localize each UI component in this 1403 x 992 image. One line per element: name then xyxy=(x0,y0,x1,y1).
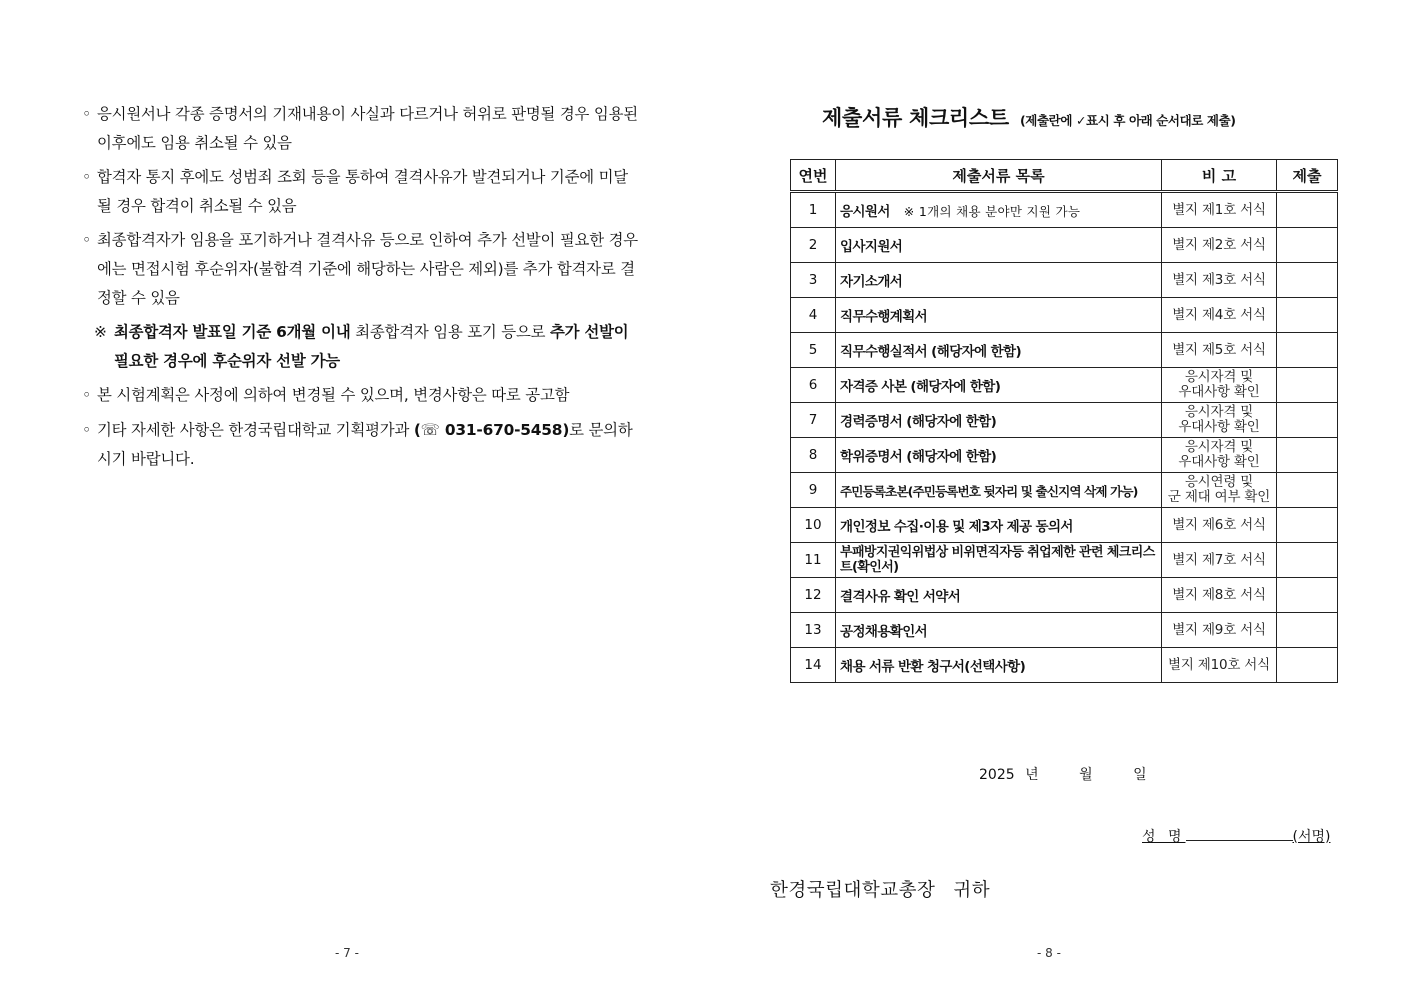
submit-checkbox-cell[interactable] xyxy=(1277,438,1338,473)
row-document: 자기소개서 xyxy=(836,263,1162,298)
row-document: 결격사유 확인 서약서 xyxy=(836,578,1162,613)
title-text: 제출서류 체크리스트 xyxy=(822,106,1009,130)
row-document: 주민등록초본(주민등록번호 뒷자리 및 출신지역 삭제 가능) xyxy=(836,473,1162,508)
note-text: 로 문의하시기 바랍니다. xyxy=(97,420,633,468)
note-item xyxy=(82,100,642,157)
row-no: 12 xyxy=(791,578,836,613)
header-document: 제출서류 목록 xyxy=(836,160,1162,192)
addressee-name: 한경국립대학교총장 xyxy=(770,880,936,901)
row-remark: 별지 제2호 서식 xyxy=(1162,228,1277,263)
row-document: 학위증명서 (해당자에 한함) xyxy=(836,438,1162,473)
row-no: 14 xyxy=(791,648,836,683)
notes-list xyxy=(82,100,642,479)
row-no: 3 xyxy=(791,263,836,298)
row-remark: 별지 제8호 서식 xyxy=(1162,578,1277,613)
table-row xyxy=(791,438,1338,473)
row-no: 8 xyxy=(791,438,836,473)
date-line xyxy=(979,764,1147,784)
row-remark: 별지 제4호 서식 xyxy=(1162,298,1277,333)
row-remark: 응시자격 및 우대사항 확인 xyxy=(1162,438,1277,473)
note-item xyxy=(82,416,642,473)
table-row xyxy=(791,228,1338,263)
submit-checkbox-cell[interactable] xyxy=(1277,298,1338,333)
header-no: 연번 xyxy=(791,160,836,192)
checklist-title xyxy=(822,102,1382,132)
page-number: - 8 - xyxy=(1037,946,1061,960)
row-remark: 별지 제7호 서식 xyxy=(1162,543,1277,578)
note-text: 기타 자세한 사항은 한경국립대학교 기획평가과 xyxy=(97,420,414,439)
row-document: 채용 서류 반환 청구서(선택사항) xyxy=(836,648,1162,683)
table-row xyxy=(791,613,1338,648)
table-row xyxy=(791,368,1338,403)
submit-checkbox-cell[interactable] xyxy=(1277,263,1338,298)
row-no: 2 xyxy=(791,228,836,263)
left-page xyxy=(0,0,701,992)
submit-checkbox-cell[interactable] xyxy=(1277,403,1338,438)
row-no: 5 xyxy=(791,333,836,368)
note-text: 최종합격자 임용 포기 등으로 xyxy=(350,323,550,342)
note-subitem xyxy=(82,318,642,375)
submit-checkbox-cell[interactable] xyxy=(1277,578,1338,613)
row-remark: 별지 제6호 서식 xyxy=(1162,508,1277,543)
document-note: ※ 1개의 채용 분야만 지원 가능 xyxy=(903,204,1081,219)
row-no: 9 xyxy=(791,473,836,508)
addressee-suffix: 귀하 xyxy=(953,880,991,901)
row-document: 직무수행계획서 xyxy=(836,298,1162,333)
row-remark: 별지 제10호 서식 xyxy=(1162,648,1277,683)
row-document: 개인정보 수집·이용 및 제3자 제공 동의서 xyxy=(836,508,1162,543)
signature-blank[interactable] xyxy=(1186,828,1293,841)
header-remark: 비 고 xyxy=(1162,160,1277,192)
submit-checkbox-cell[interactable] xyxy=(1277,333,1338,368)
note-text-bold: 최종합격자 발표일 기준 6개월 이내 xyxy=(114,323,351,342)
bullet-circle-icon: ◦ xyxy=(82,386,91,405)
row-remark: 별지 제5호 서식 xyxy=(1162,333,1277,368)
table-row xyxy=(791,578,1338,613)
row-no: 10 xyxy=(791,508,836,543)
row-document: 경력증명서 (해당자에 한함) xyxy=(836,403,1162,438)
row-document xyxy=(836,192,1162,228)
note-item xyxy=(82,381,642,410)
row-document: 입사지원서 xyxy=(836,228,1162,263)
submit-checkbox-cell[interactable] xyxy=(1277,648,1338,683)
row-no: 7 xyxy=(791,403,836,438)
bullet-circle-icon: ◦ xyxy=(82,105,91,123)
submit-checkbox-cell[interactable] xyxy=(1277,508,1338,543)
table-row xyxy=(791,648,1338,683)
signature-line xyxy=(1142,826,1338,846)
row-no: 1 xyxy=(791,192,836,228)
table-row xyxy=(791,333,1338,368)
title-note: (제출란에 ✓표시 후 아래 순서대로 제출) xyxy=(1019,113,1236,128)
note-item xyxy=(82,226,642,312)
row-document: 부패방지권익위법상 비위면직자등 취업제한 관련 체크리스트(확인서) xyxy=(836,543,1162,578)
submit-checkbox-cell[interactable] xyxy=(1277,473,1338,508)
signature-label: 성 명 xyxy=(1142,829,1186,845)
addressee xyxy=(770,876,990,902)
row-remark: 응시연령 및 군 제대 여부 확인 xyxy=(1162,473,1277,508)
row-no: 13 xyxy=(791,613,836,648)
submit-checkbox-cell[interactable] xyxy=(1277,228,1338,263)
table-row xyxy=(791,298,1338,333)
table-row xyxy=(791,543,1338,578)
date-month-label: 월 xyxy=(1079,767,1093,783)
note-text-bold: 추가 선발이 필요한 경우에 후순위자 선발 가능 xyxy=(114,323,629,370)
page-number: - 7 - xyxy=(335,946,359,960)
row-remark: 별지 제3호 서식 xyxy=(1162,263,1277,298)
table-row xyxy=(791,403,1338,438)
submit-checkbox-cell[interactable] xyxy=(1277,192,1338,228)
table-row xyxy=(791,473,1338,508)
phone-number: (☏ 031-670-5458) xyxy=(413,420,570,439)
bullet-circle-icon: ◦ xyxy=(82,231,91,250)
row-document: 직무수행실적서 (해당자에 한함) xyxy=(836,333,1162,368)
bullet-circle-icon: ◦ xyxy=(82,168,91,187)
note-text: 응시원서나 각종 증명서의 기재내용이 사실과 다르거나 허위로 판명될 경우 임용된 이후에도 임용 취소될 수 있음 xyxy=(97,105,638,152)
document-name: 응시원서 xyxy=(840,204,890,220)
table-header-row xyxy=(791,160,1338,192)
date-year: 2025 xyxy=(979,767,1015,783)
table-row xyxy=(791,508,1338,543)
checklist-table xyxy=(790,159,1338,683)
row-no: 6 xyxy=(791,368,836,403)
row-remark: 별지 제9호 서식 xyxy=(1162,613,1277,648)
row-remark: 응시자격 및 우대사항 확인 xyxy=(1162,403,1277,438)
header-submit: 제출 xyxy=(1277,160,1338,192)
note-text: 본 시험계획은 사정에 의하여 변경될 수 있으며, 변경사항은 따로 공고함 xyxy=(97,386,570,405)
note-item xyxy=(82,163,642,220)
bullet-circle-icon: ◦ xyxy=(82,420,91,439)
table-row xyxy=(791,192,1338,228)
submit-checkbox-cell[interactable] xyxy=(1277,613,1338,648)
date-day-label: 일 xyxy=(1133,767,1147,783)
note-text: 최종합격자가 임용을 포기하거나 결격사유 등으로 인하여 추가 선발이 필요한 경우에는 면접시험 후순위자(불합격 기준에 해당하는 사람은 제외)를 추가 합격자로 결정할 수 있음 xyxy=(97,231,638,307)
right-page xyxy=(701,0,1403,992)
row-no: 4 xyxy=(791,298,836,333)
date-year-label: 년 xyxy=(1025,767,1039,783)
row-remark: 별지 제1호 서식 xyxy=(1162,192,1277,228)
row-document: 공정채용확인서 xyxy=(836,613,1162,648)
table-row xyxy=(791,263,1338,298)
reference-mark-icon: ※ xyxy=(94,323,107,342)
submit-checkbox-cell[interactable] xyxy=(1277,368,1338,403)
note-text: 합격자 통지 후에도 성범죄 조회 등을 통하여 결격사유가 발견되거나 기준에 미달될 경우 합격이 취소될 수 있음 xyxy=(97,168,628,215)
row-remark: 응시자격 및 우대사항 확인 xyxy=(1162,368,1277,403)
submit-checkbox-cell[interactable] xyxy=(1277,543,1338,578)
row-no: 11 xyxy=(791,543,836,578)
signature-mark: (서명) xyxy=(1292,829,1331,845)
row-document: 자격증 사본 (해당자에 한함) xyxy=(836,368,1162,403)
